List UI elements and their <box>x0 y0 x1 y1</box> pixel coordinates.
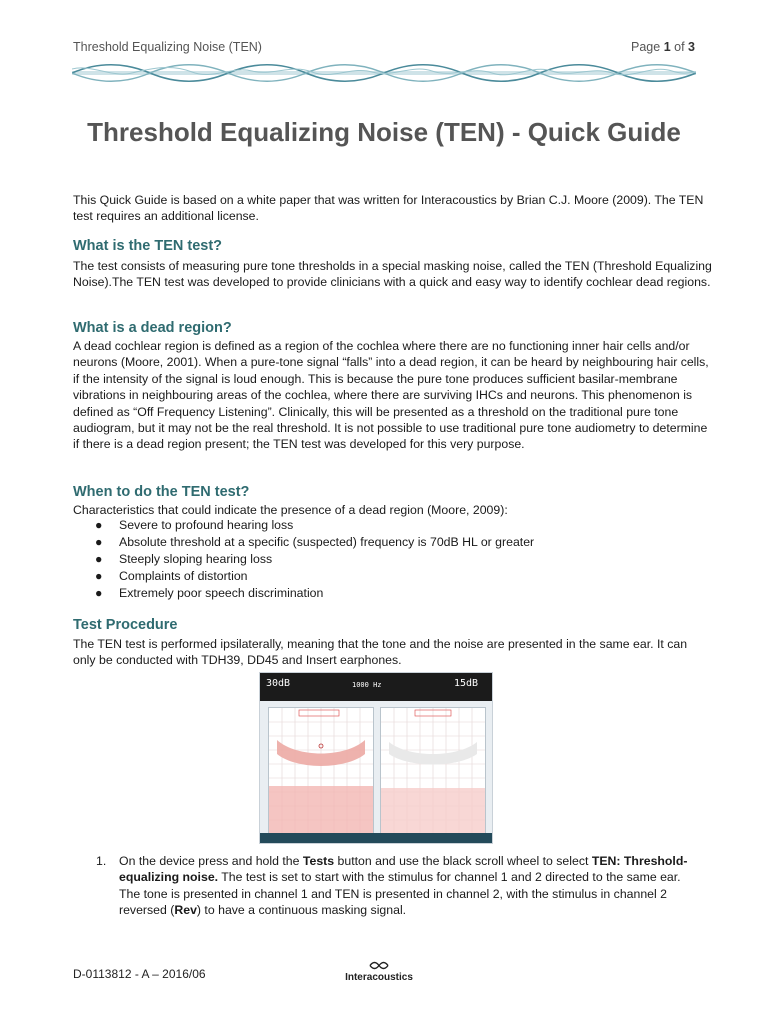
document-code: D-0113812 - A – 2016/06 <box>73 967 206 981</box>
audiogram-grid-right <box>381 708 485 834</box>
document-title: Threshold Equalizing Noise (TEN) - Quick Guide <box>87 117 681 147</box>
heading-dead-region: What is a dead region? <box>73 320 232 336</box>
list-item: ● Complaints of distortion <box>95 569 248 583</box>
page-label: Page <box>631 40 661 54</box>
device-function-bar <box>260 833 492 843</box>
device-screenshot-figure <box>259 672 493 844</box>
logo-mark-icon <box>369 961 389 970</box>
bullet-icon: ● <box>95 552 103 566</box>
heading-what-is-ten: What is the TEN test? <box>73 238 223 254</box>
indicator-list <box>73 517 534 602</box>
paragraph-test-procedure: The TEN test is performed ipsilaterally, meaning that the tone and the noise are presented in the same ear. It can only be conducted with TDH39, DD45 and Insert earphones. <box>73 637 688 668</box>
left-level-readout: 30dB <box>266 678 291 689</box>
right-level-readout: 15dB <box>454 678 479 689</box>
bullet-icon: ● <box>95 569 103 583</box>
heading-when-to-do: When to do the TEN test? <box>73 484 250 500</box>
intro-paragraph: This Quick Guide is based on a white paper that was written for Interacoustics by Brian C.J. Moore (2009). The TEN test requires an additional license. <box>73 193 704 224</box>
emphasis-rev: Rev <box>174 903 197 918</box>
decorative-wave-band <box>72 60 696 86</box>
interacoustics-logo <box>331 959 427 981</box>
audiogram-panel-left <box>268 707 374 835</box>
list-item: ● Severe to profound hearing loss <box>95 518 294 532</box>
list-item: ● Extremely poor speech discrimination <box>95 586 324 600</box>
page-of: of <box>674 40 685 54</box>
list-item: ● Steeply sloping hearing loss <box>95 552 273 566</box>
emphasis-tests: Tests <box>302 854 335 868</box>
page-indicator <box>631 40 695 54</box>
paragraph-when-to-do: Characteristics that could indicate the presence of a dead region (Moore, 2009): <box>73 503 508 517</box>
bullet-icon: ● <box>95 586 103 600</box>
audiogram-panel-right <box>380 707 486 835</box>
frequency-readout: 1000 Hz <box>352 681 382 689</box>
page-footer <box>73 965 695 985</box>
emphasis-ten-option: TEN: Threshold-equalizing noise. <box>119 854 688 885</box>
page-current: 1 <box>663 40 671 54</box>
paragraph-dead-region: A dead cochlear region is defined as a region of the cochlea where there are no functioning inner hair cells and/or neurons (Moore, 2001). When a pure-tone signal “falls” into a dead region, it can be heard by neighbouring hair cells, if the intensity of the signal is loud enough. This is because the pure tone produces sufficient basilar-membrane vibrations in neighbouring areas of the cochlea, where there are surviving IHCs and neurons. This phenomenon is defined as “Off Frequency Listening”. Clinically, this will be presented as a threshold on the traditional pure tone audiogram, but it may not be the real threshold. It is not possible to use traditional pure tone audiometry to determine if there is a dead region present; the TEN test was developed for this very purpose. <box>73 339 709 452</box>
list-item: ● Absolute threshold at a specific (suspected) frequency is 70dB HL or greater <box>95 535 535 549</box>
procedure-steps <box>73 853 703 919</box>
page-total: 3 <box>688 40 695 54</box>
heading-test-procedure: Test Procedure <box>73 617 178 633</box>
bullet-icon: ● <box>95 535 103 549</box>
paragraph-what-is-ten: The test consists of measuring pure tone thresholds in a special masking noise, called the TEN (Threshold Equalizing Noise).The TEN test was developed to provide clinicians with a quick and easy way to identify cochlear dead regions. <box>73 259 712 290</box>
logo-wordmark: Interacoustics <box>345 972 413 983</box>
list-item: 1. On the device press and hold the Tests button and use the black scroll wheel to select TEN: Threshold-equalizing noise. The test is set to start with the stimulus for channel 1 and 2 directed to the same ear. The tone is presented in channel 1 and TEN is presented in channel 2, with the stimulus in channel 2 reversed (Rev) to have a continuous masking signal. <box>96 854 688 918</box>
step-number: 1. <box>96 854 107 868</box>
device-status-bar <box>260 673 492 701</box>
page-header <box>73 40 695 58</box>
audiogram-grid-left <box>269 708 373 834</box>
bullet-icon: ● <box>95 518 103 532</box>
header-title: Threshold Equalizing Noise (TEN) <box>73 40 262 54</box>
